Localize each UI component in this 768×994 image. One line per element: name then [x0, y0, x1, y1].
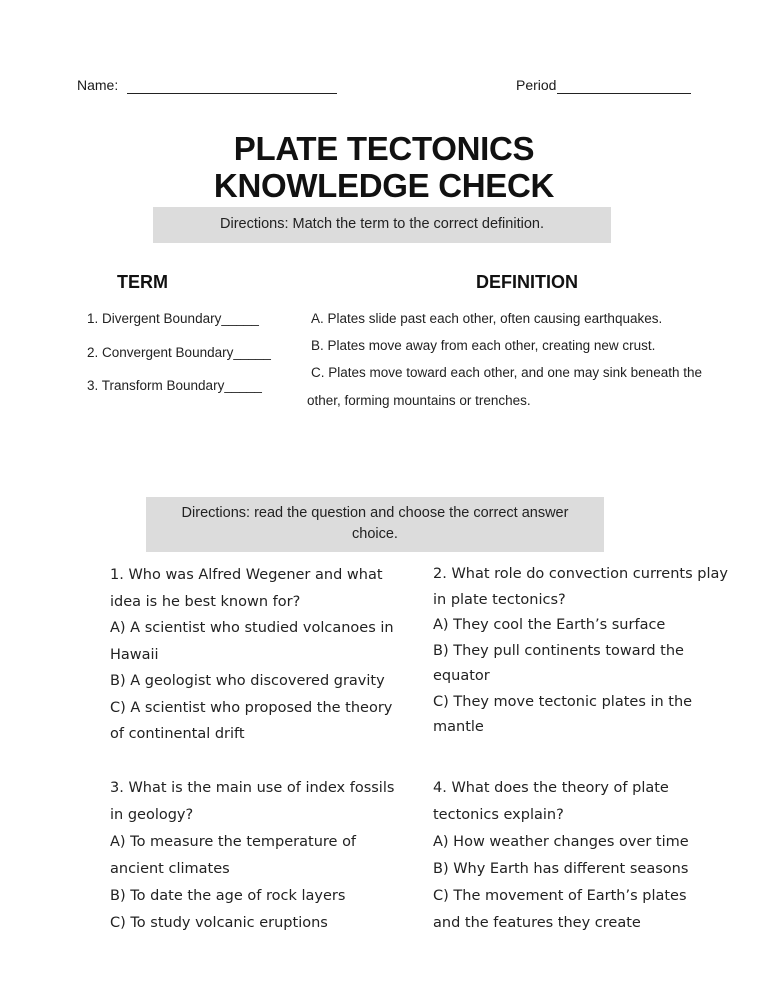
answer-choice: C) A scientist who proposed the theory — [110, 699, 393, 716]
definition-item: C. Plates move toward each other, and one may sink beneath the — [311, 365, 702, 380]
question-text: in geology? — [110, 807, 194, 823]
term-item: 1. Divergent Boundary_____ — [87, 311, 259, 326]
term-item: 2. Convergent Boundary_____ — [87, 345, 271, 360]
definition-item: B. Plates move away from each other, creating new crust. — [311, 338, 656, 353]
question-text: 3. What is the main use of index fossils — [110, 780, 395, 796]
definition-item: A. Plates slide past each other, often causing earthquakes. — [311, 311, 663, 326]
answer-choice: mantle — [433, 719, 484, 735]
answer-choice: B) A geologist who discovered gravity — [110, 673, 385, 689]
answer-choice: C) To study volcanic eruptions — [110, 915, 328, 931]
question-text: 2. What role do convection currents play — [433, 566, 728, 582]
answer-choice: ancient climates — [110, 861, 230, 877]
period-label: Period — [516, 77, 557, 93]
question-3 — [110, 775, 410, 937]
multiple-choice-directions — [146, 497, 604, 552]
answer-choice: B) Why Earth has different seasons — [433, 861, 689, 877]
name-label: Name: — [77, 77, 119, 93]
question-1 — [110, 562, 410, 748]
name-field[interactable] — [127, 93, 337, 94]
answer-choice: Hawaii — [110, 646, 159, 663]
question-text: tectonics explain? — [433, 807, 564, 823]
page-title-line2: KNOWLEDGE CHECK — [213, 167, 555, 204]
term-heading: TERM — [117, 272, 168, 292]
answer-choice: A) A scientist who studied volcanoes in — [110, 620, 394, 636]
answer-choice: C) They move tectonic plates in the — [433, 693, 693, 710]
answer-choice: of continental drift — [110, 726, 245, 742]
answer-choice: equator — [433, 668, 490, 684]
period-field[interactable] — [557, 93, 691, 94]
answer-choice: and the features they create — [433, 915, 641, 931]
answer-choice: A) They cool the Earth’s surface — [433, 617, 666, 633]
question-text: idea is he best known for? — [110, 593, 301, 610]
question-text: in plate tectonics? — [433, 591, 566, 608]
definition-heading: DEFINITION — [476, 272, 578, 292]
question-4 — [433, 775, 743, 937]
answer-choice: B) To date the age of rock layers — [110, 888, 346, 904]
matching-directions: Directions: Match the term to the correct definition. — [153, 207, 611, 243]
definition-item-continued: other, forming mountains or trenches. — [307, 393, 531, 408]
question-text: 1. Who was Alfred Wegener and what — [110, 567, 383, 583]
answer-choice: C) The movement of Earth’s plates — [433, 888, 687, 904]
question-2 — [433, 562, 753, 741]
page-title-line1: PLATE TECTONICS — [233, 130, 535, 167]
answer-choice: B) They pull continents toward the — [433, 642, 684, 659]
answer-choice: A) To measure the temperature of — [110, 834, 357, 850]
directions-line: choice. — [352, 526, 398, 542]
term-item: 3. Transform Boundary_____ — [87, 378, 262, 393]
answer-choice: A) How weather changes over time — [433, 834, 689, 850]
question-text: 4. What does the theory of plate — [433, 780, 669, 796]
directions-line: Directions: read the question and choose the correct answer — [181, 505, 569, 521]
